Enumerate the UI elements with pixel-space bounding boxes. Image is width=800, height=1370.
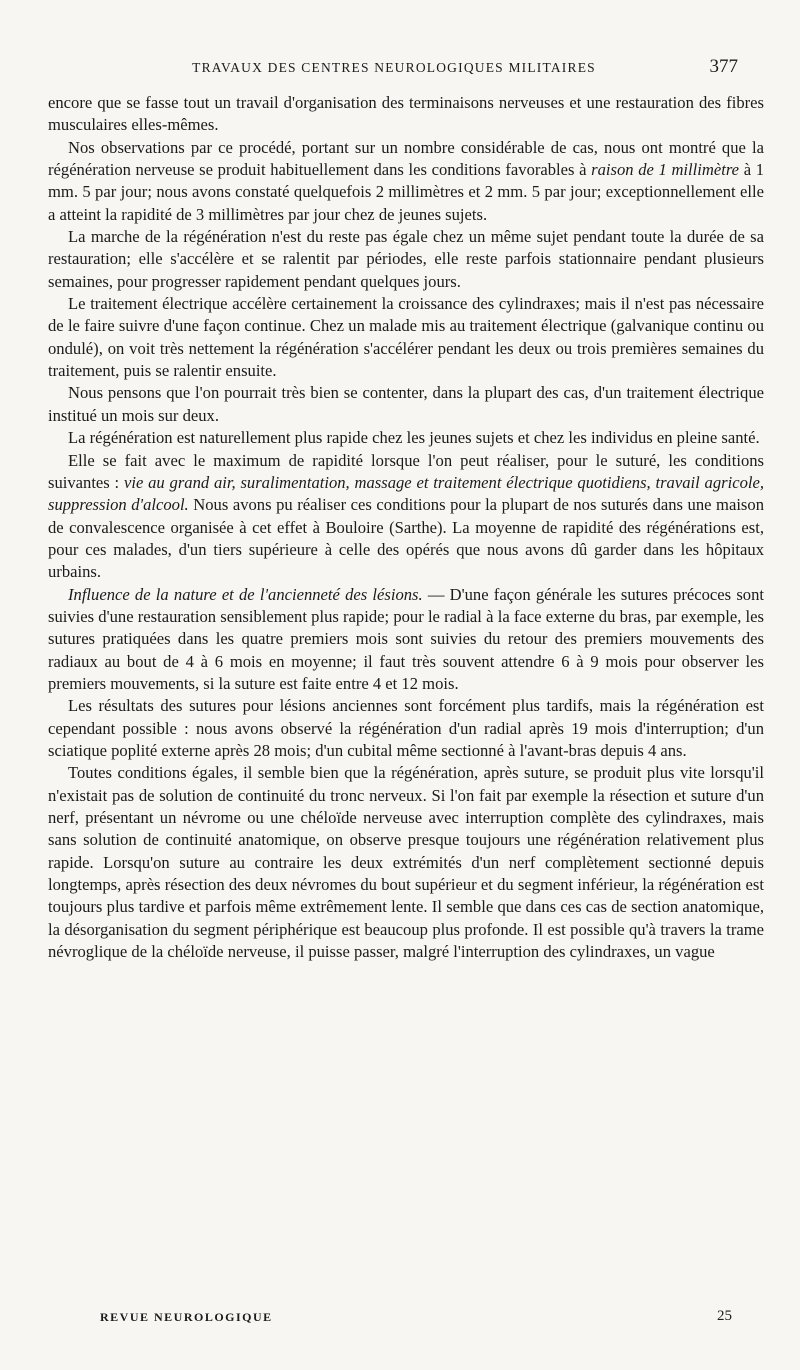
paragraph-electric-treatment: Le traitement électrique accélère certainement la croissance des cylindraxes; mais il n'est pas nécessaire de le faire suivre d'une façon continue. Chez un malade mis au traitement électrique (galvanique continu ou ondulé), on voit très nettement la régénération s'accélérer pendant les deux ou trois premières semaines du traitement, puis se ralentir ensuite.	[48, 294, 764, 381]
page-header	[50, 58, 738, 82]
paragraph-text: Nous avons pu réaliser ces conditions pour la plupart de nos suturés dans une maison de convalescence organisée à cet effet à Bouloire (Sarthe). La moyenne de rapidité des régénérations est, pour ces malades, d'un tiers supérieure à celle des opérés que nous avons dû garder dans les hôpitaux urbains.	[48, 495, 764, 582]
running-title: TRAVAUX DES CENTRES NEUROLOGIQUES MILITAIRES	[192, 60, 596, 75]
paragraph-regeneration-course: La marche de la régénération n'est du reste pas égale chez un même sujet pendant toute la durée de sa restauration; elle s'accélère et se ralentit par périodes, elle reste parfois stationnaire pendant plusieurs semaines, pour progresser rapidement pendant quelques jours.	[48, 227, 764, 291]
paragraph-text: Elle se fait avec le maximum de rapidité lorsque l'on peut réaliser, pour le suturé, les conditions suivantes :	[48, 450, 764, 492]
paragraph-young-subjects: La régénération est naturellement plus rapide chez les jeunes sujets et chez les individus en pleine santé.	[68, 428, 760, 448]
paragraph-continuation: encore que se fasse tout un travail d'organisation des terminaisons nerveuses et une restauration des fibres musculaires elles-mêmes.	[48, 93, 764, 135]
italic-phrase: raison de 1 millimètre	[591, 160, 740, 180]
page-number: 377	[709, 56, 738, 77]
italic-phrase: vie au grand air, suralimentation, massage et traitement électrique quotidiens, travail agricole, suppression d'alcool.	[48, 472, 764, 515]
sheet-number: 25	[717, 1308, 732, 1324]
paragraph-treatment-schedule: Nous pensons que l'on pourrait très bien se contenter, dans la plupart des cas, d'un traitement électrique institué un mois sur deux.	[48, 383, 764, 425]
paragraph-text: à 1 mm. 5 par jour; nous avons constaté quelquefois 2 millimètres et 2 mm. 5 par jour; exceptionnellement elle a atteint la rapidité de 3 millimètres par jour chez de jeunes sujets.	[48, 160, 764, 224]
paragraph-continuity: Toutes conditions égales, il semble bien que la régénération, après suture, se produit plus vite lorsqu'il n'existait pas de solution de continuité du tronc nerveux. Si l'on fait par exemple la résection et suture d'un nerf, présentant un névrome ou une chéloïde nerveuse avec interruption complète des cylindraxes, mais sans solution de continuité anatomique, on observe presque toujours une régénération relativement plus rapide. Lorsqu'on suture au contraire les deux extrémités d'un nerf complètement sectionné depuis longtemps, après résection des deux névromes du bout supérieur et du segment inférieur, la régénération est toujours plus tardive et parfois même extrêmement lente. Il semble que dans ces cas de section anatomique, la désorganisation du segment périphérique est beaucoup plus profonde. Il est possible qu'à travers la trame névroglique de la chéloïde nerveuse, il puisse passer, malgré l'interruption des cylindraxes, un vague	[48, 763, 764, 962]
paragraph-old-lesions: Les résultats des sutures pour lésions anciennes sont forcément plus tardifs, mais la régénération est cependant possible : nous avons observé la régénération d'un radial après 19 mois d'interruption; d'un sciatique poplité externe après 28 mois; d'un cubital même sectionné à l'avant-bras depuis 4 ans.	[48, 696, 764, 760]
section-heading-italic: Influence de la nature et de l'ancienneté des lésions.	[68, 584, 423, 604]
paragraph-text: — D'une façon générale les sutures précoces sont suivies d'une restauration sensiblement plus rapide; pour le radial à la face externe du bras, par exemple, les sutures pratiquées dans les quatre premiers mois sont suivies du retour des premiers mouvements des radiaux au bout de 4 à 6 mois en moyenne; il faut très souvent attendre 6 à 9 mois pour observer les premiers mouvements, si la suture est faite entre 4 et 12 mois.	[48, 584, 764, 693]
paragraph-regeneration-rate	[48, 137, 764, 226]
paragraph-lesion-influence	[48, 584, 764, 696]
paragraph-optimal-conditions	[48, 450, 764, 584]
page-footer	[100, 1310, 732, 1330]
paragraph-text: Nos observations par ce procédé, portant sur un nombre considérable de cas, nous ont montré que la régénération nerveuse se produit habituellement dans les conditions favorables à	[48, 137, 764, 180]
journal-name: REVUE NEUROLOGIQUE	[100, 1310, 273, 1324]
body-text	[48, 92, 764, 963]
